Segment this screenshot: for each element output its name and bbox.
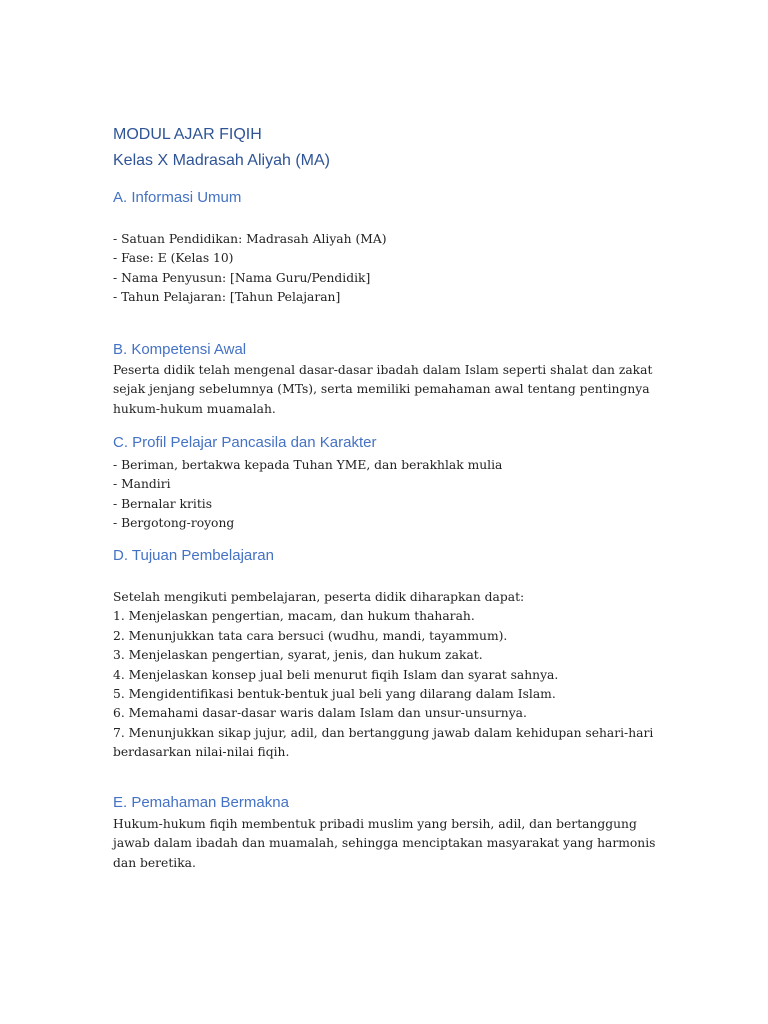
list-item: 3. Menjelaskan pengertian, syarat, jenis, dan hukum zakat. [113,648,483,663]
list-item: 1. Menjelaskan pengertian, macam, dan hukum thaharah. [113,609,475,624]
list-item: 4. Menjelaskan konsep jual beli menurut fiqih Islam dan syarat sahnya. [113,667,559,682]
list-item: - Satuan Pendidikan: Madrasah Aliyah (MA) [113,232,387,246]
document-subtitle: Kelas X Madrasah Aliyah (MA) [113,152,330,169]
kompetensi-awal-paragraph [113,361,658,419]
pemahaman-bermakna-paragraph [113,815,658,873]
list-item: 2. Menunjukkan tata cara bersuci (wudhu, mandi, tayammum). [113,628,508,643]
list-item: 7. Menunjukkan sikap jujur, adil, dan bertanggung jawab dalam kehidupan sehari-hari berdasarkan nilai-nilai fiqih. [113,725,654,760]
section-heading-informasi-umum: A. Informasi Umum [113,189,242,206]
paragraph-text: Peserta didik telah mengenal dasar-dasar ibadah dalam Islam seperti shalat dan zakat sejak jenjang sebelumnya (MTs), serta memiliki pemahaman awal tentang pentingnya hukum-hukum muamalah. [113,363,653,416]
list-item: 5. Mengidentifikasi bentuk-bentuk jual beli yang dilarang dalam Islam. [113,687,556,702]
paragraph-text: Hukum-hukum fiqih membentuk pribadi muslim yang bersih, adil, dan bertanggung jawab dalam ibadah dan muamalah, sehingga menciptakan masyarakat yang harmonis dan beretika. [113,817,656,870]
section-heading-kompetensi-awal: B. Kompetensi Awal [113,341,247,358]
list-item: - Fase: E (Kelas 10) [113,251,234,266]
list-item: - Tahun Pelajaran: [Tahun Pelajaran] [113,290,341,305]
profil-pelajar-list [113,456,658,534]
section-heading-tujuan-pembelajaran: D. Tujuan Pembelajaran [113,547,274,564]
tujuan-pembelajaran-list [113,588,658,763]
document-title: MODUL AJAR FIQIH [113,126,262,143]
list-intro: Setelah mengikuti pembelajaran, peserta didik diharapkan dapat: [113,590,525,604]
list-item: 6. Memahami dasar-dasar waris dalam Islam dan unsur-unsurnya. [113,706,527,721]
list-item: - Beriman, bertakwa kepada Tuhan YME, dan berakhlak mulia [113,458,503,472]
informasi-umum-list [113,230,658,308]
list-item: - Bergotong-royong [113,516,235,531]
list-item: - Nama Penyusun: [Nama Guru/Pendidik] [113,270,371,285]
section-heading-pemahaman-bermakna: E. Pemahaman Bermakna [113,794,289,811]
section-heading-profil-pelajar: C. Profil Pelajar Pancasila dan Karakter [113,434,377,451]
list-item: - Mandiri [113,477,171,492]
list-item: - Bernalar kritis [113,496,213,511]
